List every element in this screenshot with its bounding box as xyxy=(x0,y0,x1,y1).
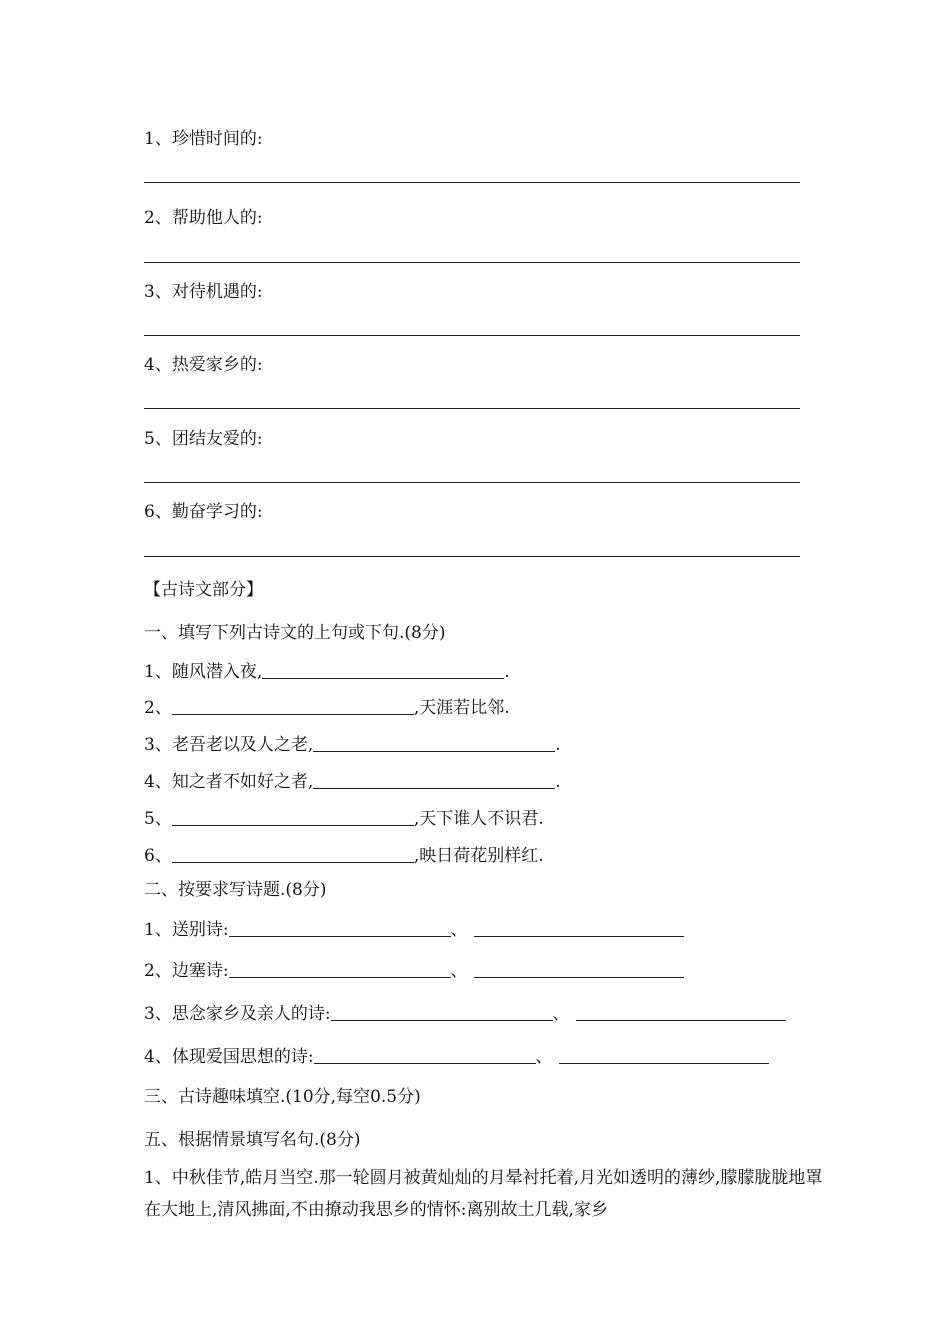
q2-item-2 xyxy=(144,958,684,982)
q1-item-2-blank[interactable] xyxy=(172,697,414,715)
answer-line-4[interactable] xyxy=(144,408,800,409)
q1-item-5 xyxy=(144,806,544,830)
q1-item-1-prefix: 1、随风潜入夜, xyxy=(144,662,263,682)
q5-passage: 1、中秋佳节,皓月当空.那一轮圆月被黄灿灿的月晕衬托着,月光如透明的薄纱,朦朦胧胧地罩在大地上,清风拂面,不由撩动我思乡的情怀:离别故土几载,家乡 xyxy=(144,1168,823,1220)
q1-item-4-suffix: . xyxy=(555,772,561,792)
answer-line-6[interactable] xyxy=(144,556,800,557)
q2-item-1-blank-b[interactable] xyxy=(474,919,684,937)
section-a-item-5: 5、团结友爱的: xyxy=(144,429,263,449)
q1-item-3-prefix: 3、老吾老以及人之老, xyxy=(144,735,314,755)
q1-item-3-suffix: . xyxy=(555,735,561,755)
q2-item-2-label: 2、边塞诗: xyxy=(144,961,229,981)
q1-item-2 xyxy=(144,695,510,719)
q1-item-6-blank[interactable] xyxy=(172,845,414,863)
q2-item-4-blank-b[interactable] xyxy=(559,1046,769,1064)
q2-item-1-blank-a[interactable] xyxy=(229,919,451,937)
q1-item-3 xyxy=(144,732,561,756)
q2-item-3-blank-b[interactable] xyxy=(576,1003,786,1021)
q1-item-4-blank[interactable] xyxy=(313,771,555,789)
section-a-item-4: 4、热爱家乡的: xyxy=(144,355,263,375)
q2-item-1-label: 1、送别诗: xyxy=(144,920,229,940)
q2-title: 二、按要求写诗题.(8分) xyxy=(144,880,327,900)
q2-item-2-blank-a[interactable] xyxy=(229,960,451,978)
q2-item-1-separator: 、 xyxy=(450,920,468,940)
q2-item-3-blank-a[interactable] xyxy=(331,1003,553,1021)
q3-title: 三、古诗趣味填空.(10分,每空0.5分) xyxy=(144,1087,421,1107)
q1-item-6-prefix: 6、 xyxy=(144,846,172,866)
q1-item-1 xyxy=(144,659,510,683)
q1-item-2-prefix: 2、 xyxy=(144,698,172,718)
q1-item-6-suffix: ,映日荷花别样红. xyxy=(413,846,544,866)
q1-item-2-suffix: ,天涯若比邻. xyxy=(413,698,510,718)
q5-title: 五、根据情景填写名句.(8分) xyxy=(144,1130,361,1150)
q2-item-3 xyxy=(144,1001,786,1025)
q2-item-2-blank-b[interactable] xyxy=(474,960,684,978)
q1-item-5-suffix: ,天下谁人不识君. xyxy=(413,809,544,829)
q2-item-3-label: 3、思念家乡及亲人的诗: xyxy=(144,1004,331,1024)
q1-item-3-blank[interactable] xyxy=(313,734,555,752)
q2-item-4-separator: 、 xyxy=(535,1047,553,1067)
section-a-item-1: 1、珍惜时间的: xyxy=(144,129,263,149)
answer-line-2[interactable] xyxy=(144,262,800,263)
section-a-item-3: 3、对待机遇的: xyxy=(144,282,263,302)
q1-item-1-blank[interactable] xyxy=(262,661,504,679)
q2-item-4 xyxy=(144,1044,769,1068)
answer-line-1[interactable] xyxy=(144,182,800,183)
section-a-item-2: 2、帮助他人的: xyxy=(144,208,263,228)
q1-item-4-prefix: 4、知之者不如好之者, xyxy=(144,772,314,792)
poetry-section-header: 【古诗文部分】 xyxy=(144,580,263,600)
q2-item-3-separator: 、 xyxy=(552,1004,570,1024)
answer-line-3[interactable] xyxy=(144,335,800,336)
q2-item-4-label: 4、体现爱国思想的诗: xyxy=(144,1047,314,1067)
q2-item-2-separator: 、 xyxy=(450,961,468,981)
q1-item-4 xyxy=(144,769,561,793)
q1-item-1-suffix: . xyxy=(504,662,510,682)
q1-item-5-blank[interactable] xyxy=(172,808,414,826)
q1-item-5-prefix: 5、 xyxy=(144,809,172,829)
q2-item-4-blank-a[interactable] xyxy=(314,1046,536,1064)
q2-item-1 xyxy=(144,917,684,941)
section-a-item-6: 6、勤奋学习的: xyxy=(144,502,263,522)
q1-title: 一、填写下列古诗文的上句或下句.(8分) xyxy=(144,623,446,643)
q1-item-6 xyxy=(144,843,544,867)
answer-line-5[interactable] xyxy=(144,482,800,483)
